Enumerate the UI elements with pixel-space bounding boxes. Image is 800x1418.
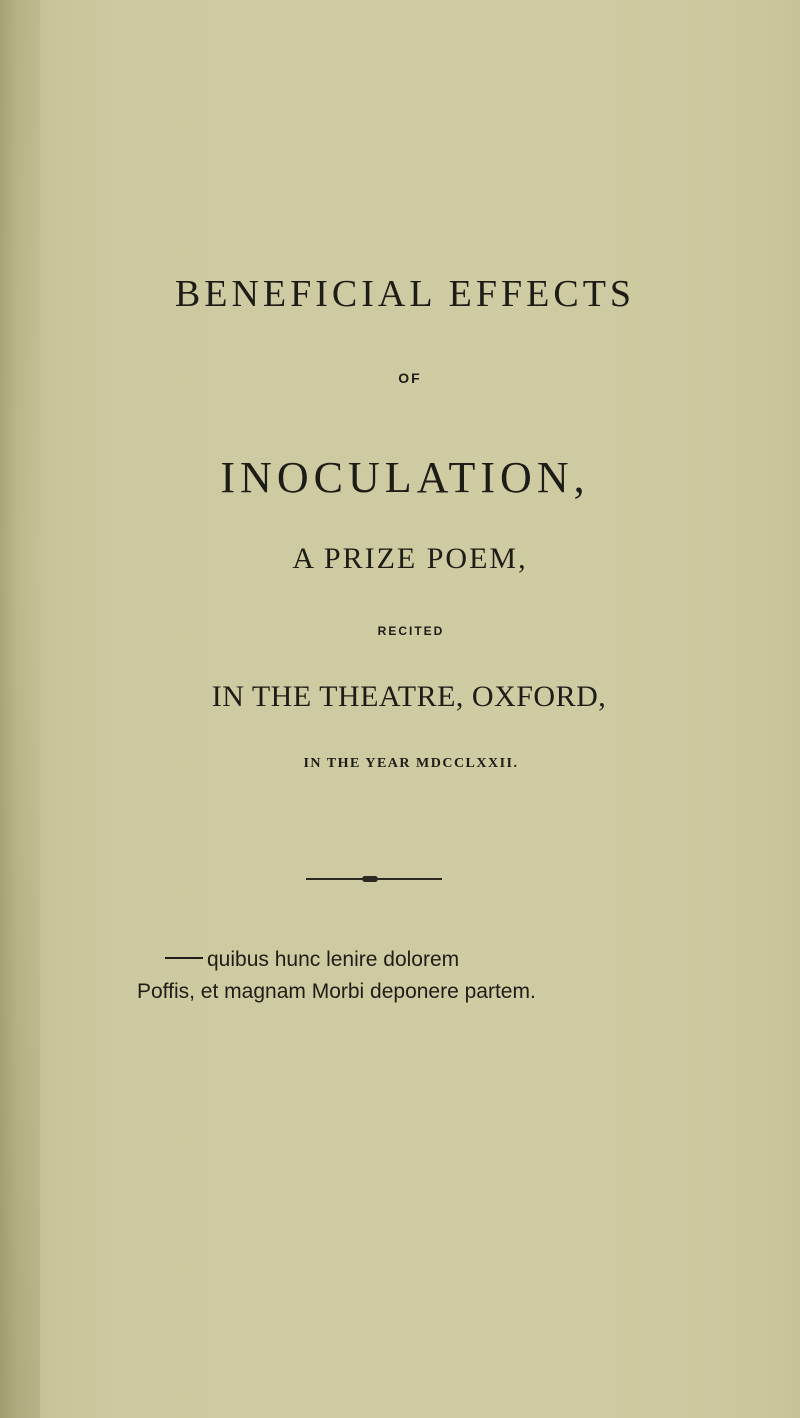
epigraph-dash [165, 957, 203, 959]
epigraph-line-1-text: quibus hunc lenire dolorem [207, 948, 460, 971]
recited-label: RECITED [377, 624, 445, 638]
title-connector: OF [398, 370, 422, 386]
venue-line: IN THE THEATRE, OXFORD, [211, 680, 607, 713]
ornamental-rule [306, 878, 442, 880]
year-line: IN THE YEAR MDCCLXXII. [303, 756, 519, 771]
title-main: BENEFICIAL EFFECTS [174, 273, 636, 315]
title-subject: INOCULATION, [220, 453, 590, 502]
epigraph-line-2: Poffis, et magnam Morbi deponere partem. [137, 980, 536, 1003]
subtitle: A PRIZE POEM, [292, 542, 528, 575]
epigraph-line-1 [165, 948, 459, 972]
